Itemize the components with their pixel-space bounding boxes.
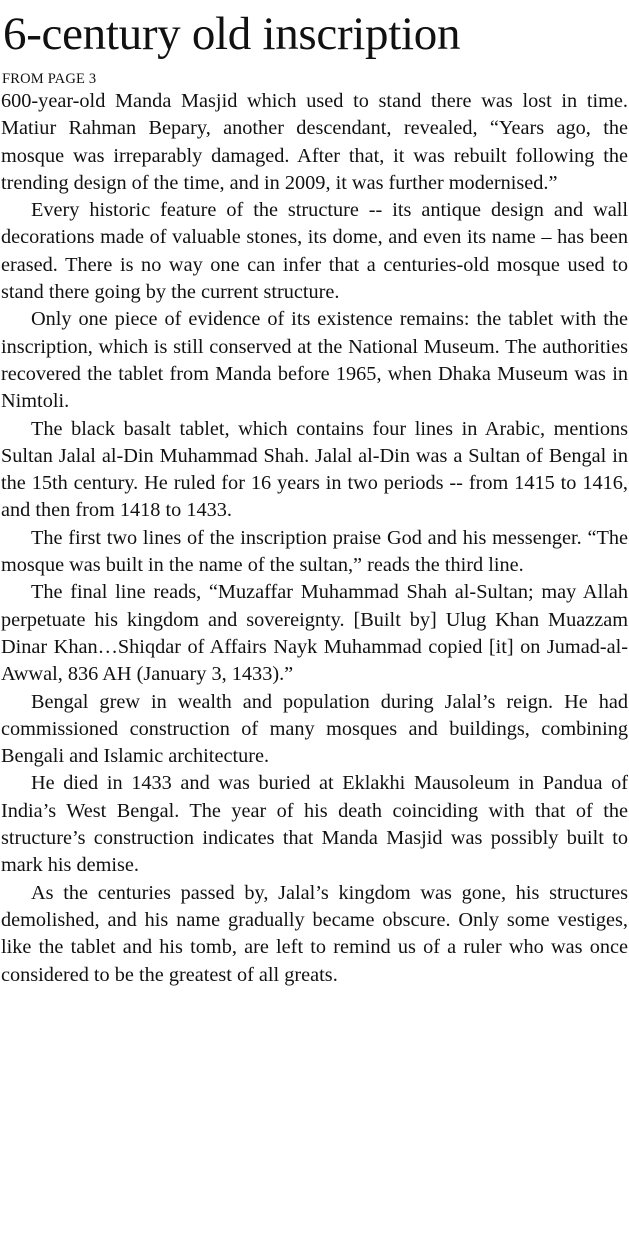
paragraph: The final line reads, “Muzaffar Muhammad Shah al-Sultan; may Allah perpetuate his kingdom and sovereignty. [Built by] Ulug Khan Muazzam Dinar Khan…Shiqdar of Affairs Nayk Muhammad copied [it] on Jumad-al-Awwal, 836 AH (January 3, 1433).” <box>1 581 628 686</box>
article-body <box>1 88 628 989</box>
paragraph: Bengal grew in wealth and population during Jalal’s reign. He had commissioned construction of many mosques and buildings, combining Bengali and Islamic architecture. <box>1 690 628 768</box>
headline: 6-century old inscription <box>3 8 461 60</box>
paragraph: He died in 1433 and was buried at Eklakhi Mausoleum in Pandua of India’s West Bengal. The year of his death coinciding with that of the structure’s construction indicates that Manda Masjid was possibly built to mark his demise. <box>1 772 628 877</box>
paragraph: Every historic feature of the structure -- its antique design and wall decorations made of valuable stones, its dome, and even its name – has been erased. There is no way one can infer that a centuries-old mosque used to stand there going by the current structure. <box>1 199 628 304</box>
continued-from-label: FROM PAGE 3 <box>2 71 97 87</box>
paragraph: The first two lines of the inscription praise God and his messenger. “The mosque was built in the name of the sultan,” reads the third line. <box>1 526 628 577</box>
paragraph: The black basalt tablet, which contains four lines in Arabic, mentions Sultan Jalal al-Din Muhammad Shah. Jalal al-Din was a Sultan of Bengal in the 15th century. He ruled for 16 years in two periods -- from 1415 to 1416, and then from 1418 to 1433. <box>1 417 628 522</box>
paragraph: Only one piece of evidence of its existence remains: the tablet with the inscription, which is still conserved at the National Museum. The authorities recovered the tablet from Manda before 1965, when Dhaka Museum was in Nimtoli. <box>1 308 628 413</box>
paragraph: 600-year-old Manda Masjid which used to stand there was lost in time. Matiur Rahman Bepary, another descendant, revealed, “Years ago, the mosque was irreparably damaged. After that, it was rebuilt following the trending design of the time, and in 2009, it was further modernised.” <box>1 90 628 194</box>
paragraph: As the centuries passed by, Jalal’s kingdom was gone, his structures demolished, and his name gradually became obscure. Only some vestiges, like the tablet and his tomb, are left to remind us of a ruler who was once considered to be the greatest of all greats. <box>1 881 628 986</box>
